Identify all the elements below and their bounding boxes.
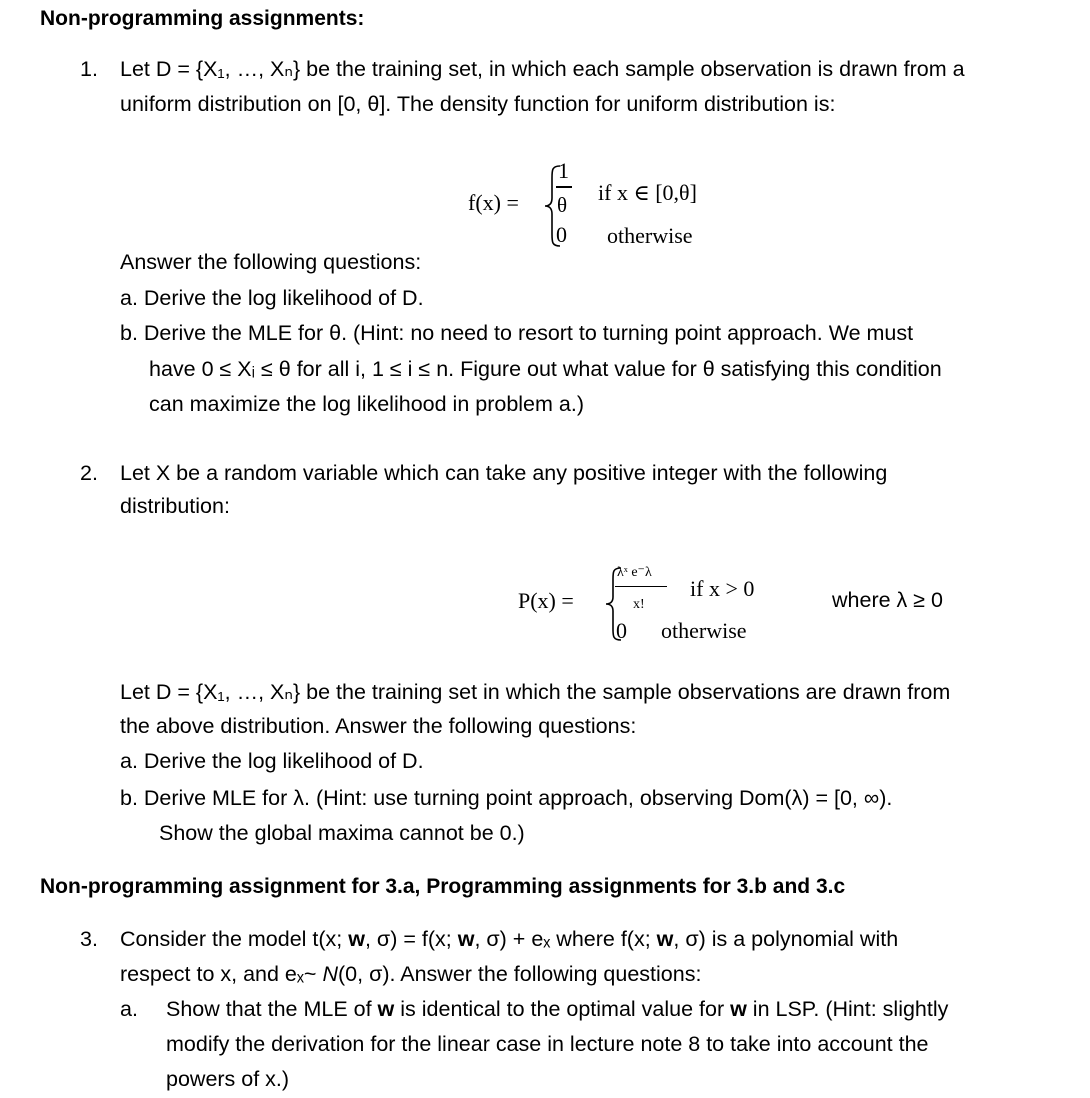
q2-line4: the above distribution. Answer the following questions: bbox=[120, 714, 637, 738]
q3-part-a-label: a. bbox=[120, 997, 138, 1021]
q3-a-line1-pre: Show that the MLE of bbox=[166, 997, 378, 1021]
q1-formula-lhs: f(x) = bbox=[468, 190, 519, 215]
q2-case1-fraction-bar bbox=[615, 586, 667, 587]
q3-part-a-line1 bbox=[166, 999, 948, 1021]
q1-part-a: a. Derive the log likelihood of D. bbox=[120, 286, 424, 310]
q1-case1-denominator: θ bbox=[557, 193, 568, 217]
q3-w-symbol: w bbox=[656, 927, 674, 951]
q2-formula-lhs: P(x) = bbox=[518, 588, 574, 613]
q3-w-symbol: w bbox=[348, 927, 365, 951]
q2-line2: distribution: bbox=[120, 494, 230, 518]
q3-part-a-line2: modify the derivation for the linear case in lecture note 8 to take into account the bbox=[166, 1032, 929, 1056]
q1-part-b-line3: can maximize the log likelihood in problem a.) bbox=[149, 392, 584, 416]
q3-w-symbol: w bbox=[377, 997, 395, 1021]
section-heading-programming: Non-programming assignment for 3.a, Programming assignments for 3.b and 3.c bbox=[40, 875, 846, 898]
q3-line2 bbox=[120, 964, 701, 986]
q3-a-line1-mid: is identical to the optimal value for bbox=[394, 997, 731, 1021]
q1-number: 1. bbox=[80, 57, 98, 81]
q3-line1-mid2: , σ) + eₓ where f(x; bbox=[474, 927, 657, 951]
q3-line1-post: , σ) is a polynomial with bbox=[673, 927, 899, 951]
q1-part-b-line2: have 0 ≤ Xᵢ ≤ θ for all i, 1 ≤ i ≤ n. Figure out what value for θ satisfying this condition bbox=[149, 357, 942, 381]
q1-line1: Let D = {X₁, …, Xₙ} be the training set, in which each sample observation is drawn from a bbox=[120, 57, 965, 81]
q2-part-a: a. Derive the log likelihood of D. bbox=[120, 749, 424, 773]
q3-normal-symbol: N bbox=[322, 962, 338, 986]
q1-line2: uniform distribution on [0, θ]. The density function for uniform distribution is: bbox=[120, 92, 836, 116]
q3-line1-pre: Consider the model t(x; bbox=[120, 927, 349, 951]
q2-line1: Let X be a random variable which can take any positive integer with the following bbox=[120, 461, 888, 485]
q1-part-b-line1: b. Derive the MLE for θ. (Hint: no need to resort to turning point approach. We must bbox=[120, 321, 914, 345]
q3-w-symbol: w bbox=[730, 997, 747, 1021]
q3-line2-pre: respect to x, and eₓ~ bbox=[120, 962, 323, 986]
q2-number: 2. bbox=[80, 461, 98, 485]
q3-number: 3. bbox=[80, 927, 98, 951]
section-heading-non-programming: Non-programming assignments: bbox=[40, 7, 365, 30]
q3-w-symbol: w bbox=[457, 927, 475, 951]
q1-answer-intro: Answer the following questions: bbox=[120, 250, 422, 274]
q2-where-clause: where λ ≥ 0 bbox=[832, 588, 943, 612]
q1-case1-fraction-bar bbox=[556, 186, 572, 188]
q1-case1-condition: if x ∈ [0,θ] bbox=[598, 180, 697, 205]
q3-line1-mid: , σ) = f(x; bbox=[364, 927, 458, 951]
q3-line1 bbox=[120, 929, 898, 951]
q2-part-b-line2: Show the global maxima cannot be 0.) bbox=[159, 821, 525, 845]
q1-case2-value: 0 bbox=[556, 222, 567, 247]
q1-case1-numerator: 1 bbox=[558, 158, 569, 183]
q2-case1-numerator: λˣ e⁻λ bbox=[617, 565, 652, 580]
q3-line2-post: (0, σ). Answer the following questions: bbox=[338, 962, 702, 986]
q2-case2-value: 0 bbox=[616, 618, 627, 643]
q2-case1-condition: if x > 0 bbox=[690, 576, 755, 601]
q2-case2-condition: otherwise bbox=[661, 618, 747, 643]
q2-case1-denominator: x! bbox=[633, 597, 645, 612]
q3-a-line1-post: in LSP. (Hint: slightly bbox=[746, 997, 949, 1021]
q1-case2-condition: otherwise bbox=[607, 223, 693, 248]
q3-part-a-line3: powers of x.) bbox=[166, 1067, 290, 1091]
q2-part-b-line1: b. Derive MLE for λ. (Hint: use turning point approach, observing Dom(λ) = [0, ∞). bbox=[120, 786, 893, 810]
q2-line3: Let D = {X₁, …, Xₙ} be the training set in which the sample observations are drawn from bbox=[120, 680, 951, 704]
